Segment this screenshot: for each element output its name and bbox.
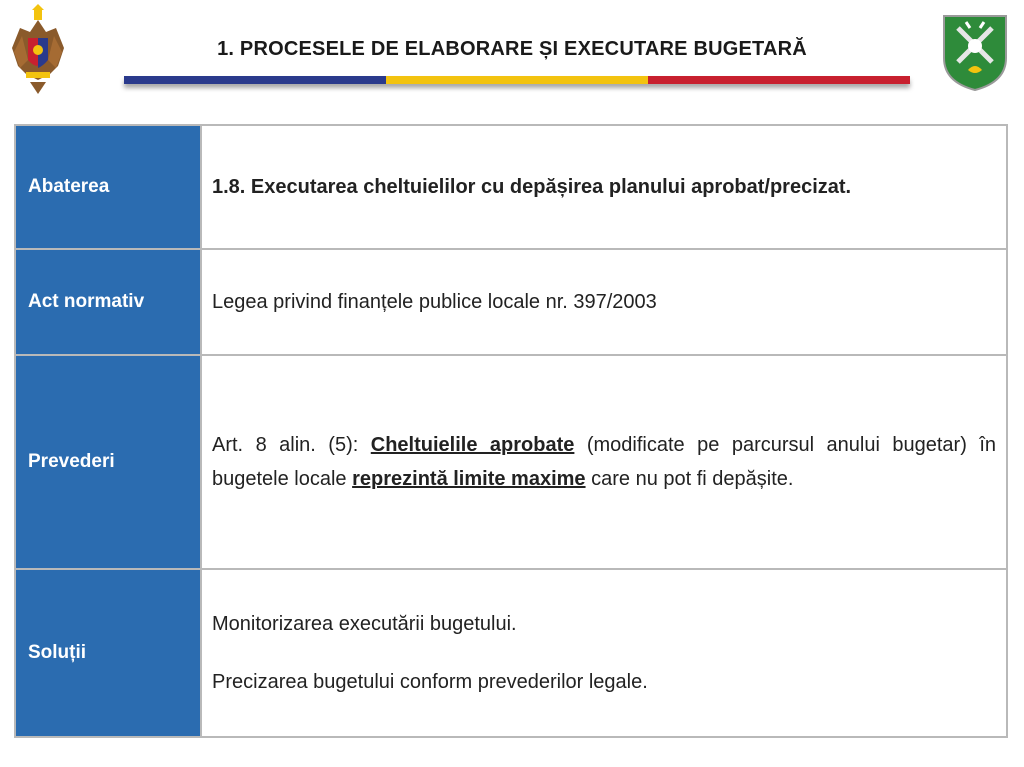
prevederi-underlined-2: reprezintă limite maxime (352, 468, 586, 490)
table-row-abaterea (15, 125, 1007, 249)
row-value-act-normativ: Legea privind finanțele publice locale nr. 397/2003 (201, 249, 1007, 355)
row-value-prevederi (201, 355, 1007, 569)
row-label-act-normativ: Act normativ (15, 249, 201, 355)
tricolor-yellow (386, 76, 648, 84)
prevederi-text-2: (modificate pe parcursul anului bugetar) în bugetele locale (212, 434, 996, 490)
solution-item-1: Monitorizarea executării bugetului. (212, 613, 517, 635)
table-row-act-normativ (15, 249, 1007, 355)
table-row-prevederi (15, 355, 1007, 569)
row-label-prevederi: Prevederi (15, 355, 201, 569)
row-label-abaterea: Abaterea (15, 125, 201, 249)
prevederi-text-1: Art. 8 alin. (5): (212, 434, 371, 456)
tricolor-blue (124, 76, 386, 84)
prevederi-underlined-1: Cheltuielile aprobate (370, 434, 575, 456)
row-label-solutii: Soluții (15, 569, 201, 737)
solution-item-2: Precizarea bugetului conform prevederilor legale. (212, 671, 648, 693)
table-row-solutii (15, 569, 1007, 737)
tricolor-bar (124, 76, 910, 84)
slide-header (0, 0, 1024, 110)
prevederi-text-3: care nu pot fi depășite. (585, 468, 794, 490)
district-coat-of-arms-icon (940, 12, 1010, 92)
deviation-table (14, 124, 1008, 738)
row-value-abaterea: 1.8. Executarea cheltuielilor cu depășirea planului aprobat/precizat. (201, 125, 1007, 249)
tricolor-red (648, 76, 910, 84)
page-title: 1. PROCESELE DE ELABORARE ȘI EXECUTARE BUGETARĂ (217, 38, 807, 60)
row-value-solutii (201, 569, 1007, 737)
